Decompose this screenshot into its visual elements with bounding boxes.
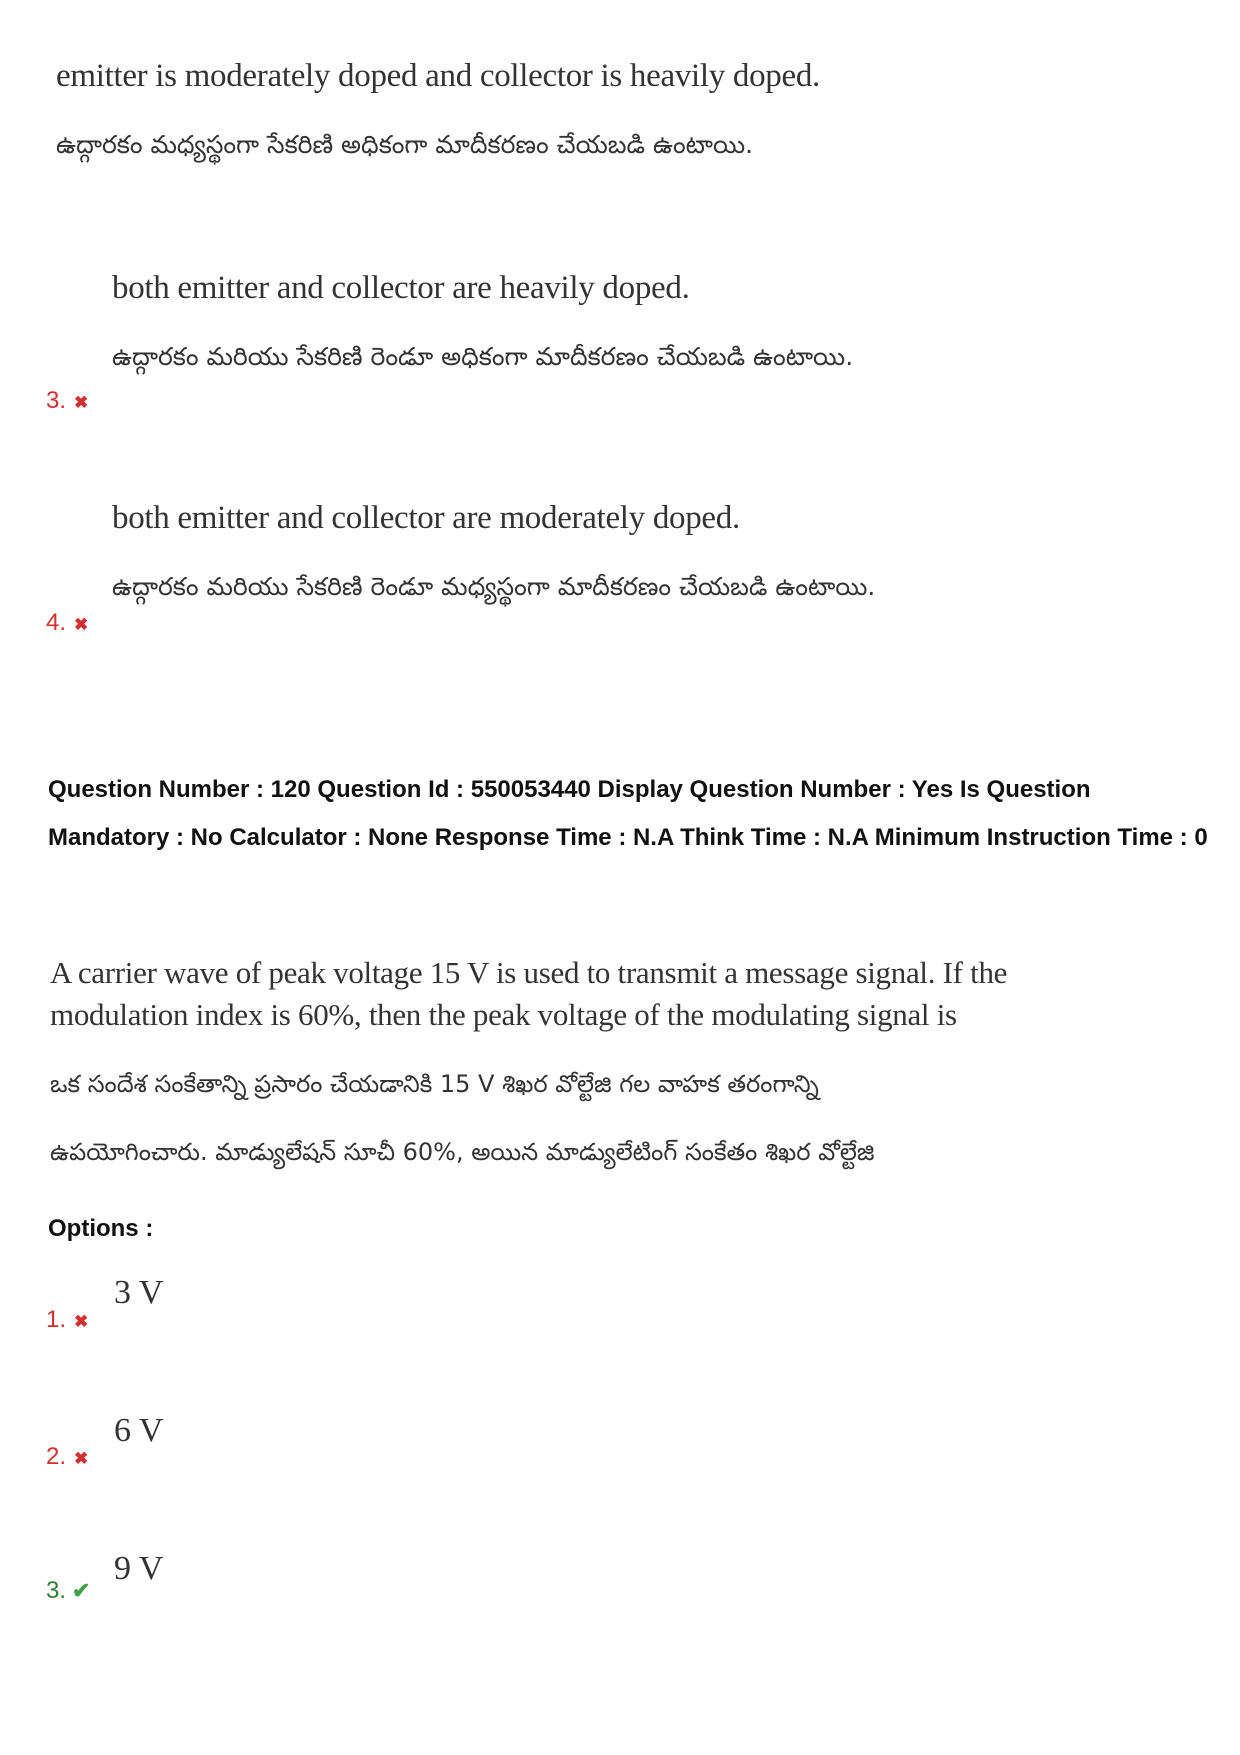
option-2-text: 6 V xyxy=(114,1412,164,1449)
prev-option-4-number: 4. xyxy=(46,609,67,636)
question-text-en-line-1: A carrier wave of peak voltage 15 V is used to transmit a message signal. If the xyxy=(50,955,1008,990)
prev-option-4-text-en: both emitter and collector are moderately doped. xyxy=(112,500,740,536)
cross-icon: ✖ xyxy=(74,615,89,634)
option-3-text: 9 V xyxy=(114,1550,164,1587)
option-1-number: 1. xyxy=(46,1306,67,1333)
prev-option-3-text-te: ఉద్గారకం మరియు సేకరిణి రెండూ అధికంగా మాదీకరణం చేయబడి ఉంటాయి. xyxy=(112,342,854,371)
prev-option-2-text-te: ఉద్గారకం మధ్యస్థంగా సేకరిణి అధికంగా మాదీకరణం చేయబడి ఉంటాయి. xyxy=(56,130,754,159)
option-1-marker xyxy=(46,1306,88,1334)
option-2-marker xyxy=(46,1443,88,1471)
prev-option-3-number: 3. xyxy=(46,387,67,414)
prev-option-4-text-te: ఉద్గారకం మరియు సేకరిణి రెండూ మధ్యస్థంగా మాదీకరణం చేయబడి ఉంటాయి. xyxy=(112,572,876,601)
question-text-te-line-2: ఉపయోగించారు. మాడ్యులేషన్ సూచీ 60%, అయిన మాడ్యులేటింగ్ సంకేతం శిఖర వోల్టేజి xyxy=(50,1138,875,1166)
cross-icon: ✖ xyxy=(74,1449,89,1468)
prev-option-3-text-en: both emitter and collector are heavily doped. xyxy=(112,270,690,306)
question-meta: Question Number : 120 Question Id : 550053440 Display Question Number : Yes Is Question Mandatory : No Calculator : None Response Time : N.A Think Time : N.A Minimum Instruction Time : 0 xyxy=(48,776,1208,851)
option-3-number: 3. xyxy=(46,1577,67,1604)
question-text-en-line-2: modulation index is 60%, then the peak voltage of the modulating signal is xyxy=(50,997,957,1032)
options-label: Options : xyxy=(48,1215,154,1242)
prev-option-3-marker xyxy=(46,387,88,415)
option-1-text: 3 V xyxy=(114,1274,164,1311)
prev-option-2-text-en: emitter is moderately doped and collector is heavily doped. xyxy=(56,58,820,94)
option-2-number: 2. xyxy=(46,1443,67,1470)
option-3-marker xyxy=(46,1577,90,1605)
cross-icon: ✖ xyxy=(74,1312,89,1331)
cross-icon: ✖ xyxy=(74,393,89,412)
question-text-te-line-1: ఒక సందేశ సంకేతాన్ని ప్రసారం చేయడానికి 15 V శిఖర వోల్టేజి గల వాహక తరంగాన్ని xyxy=(50,1070,819,1098)
prev-option-4-marker xyxy=(46,609,88,637)
check-icon: ✔ xyxy=(72,1578,91,1603)
